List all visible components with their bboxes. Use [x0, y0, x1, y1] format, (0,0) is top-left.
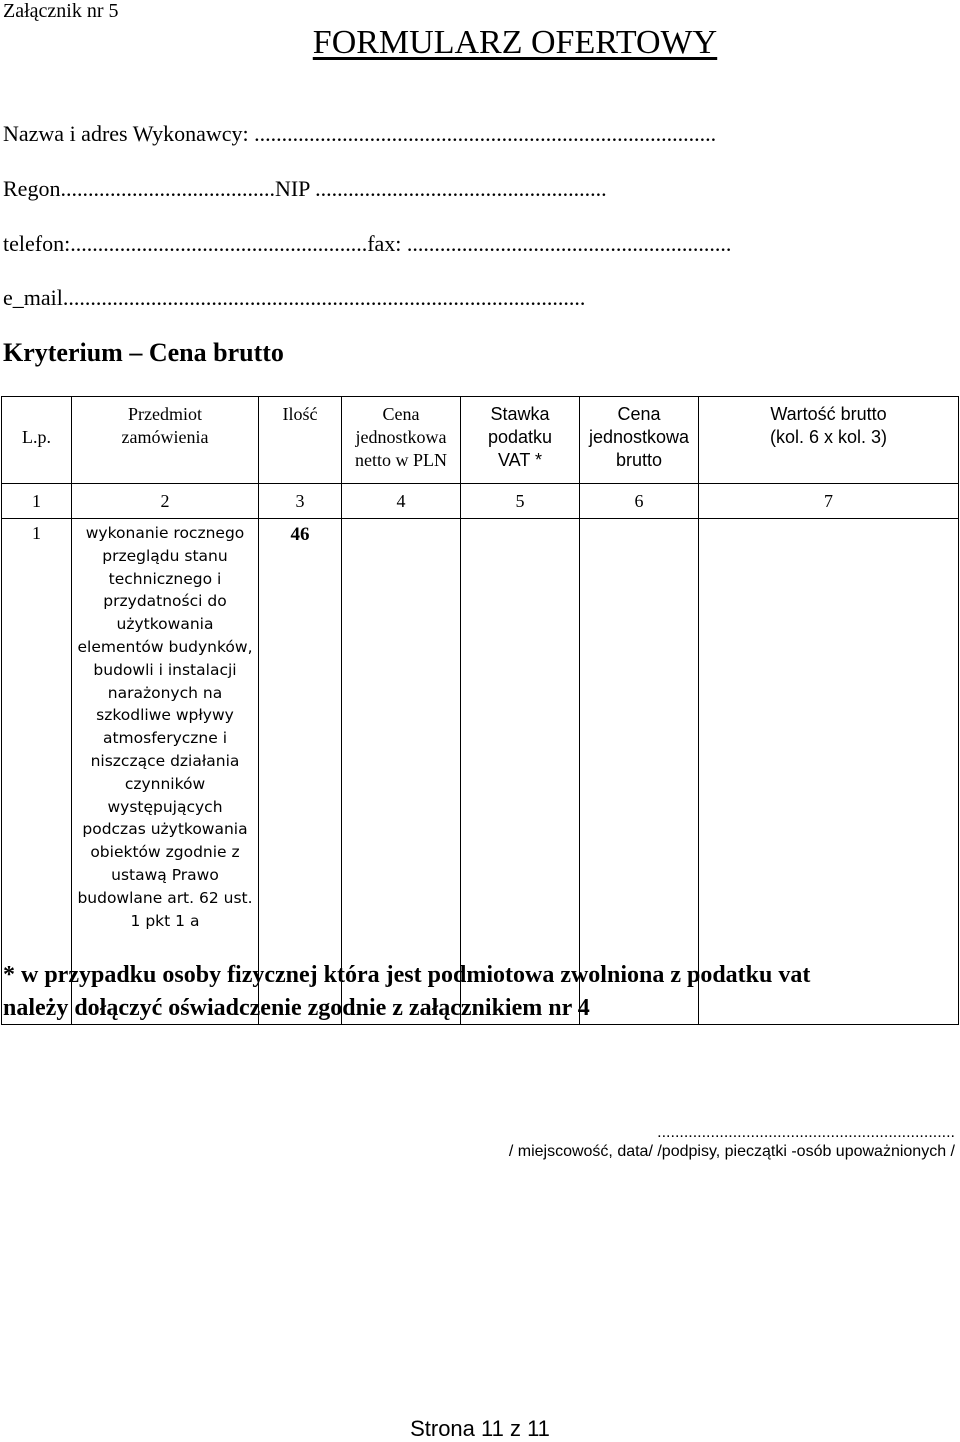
column-number: 1: [2, 484, 72, 519]
header-lp: L.p.: [2, 397, 72, 484]
column-number: 3: [259, 484, 342, 519]
column-number: 2: [72, 484, 259, 519]
signature-caption: / miejscowość, data/ /podpisy, pieczątki -osób upoważnionych /: [508, 1143, 955, 1160]
page-number: Strona 11 z 11: [410, 1416, 550, 1441]
row-vat-rate: [461, 519, 580, 1025]
signature-dots: ...................................................................: [657, 1124, 955, 1141]
column-number: 7: [699, 484, 959, 519]
table-row: [2, 519, 959, 1025]
column-number-row: [2, 484, 959, 519]
form-title: FORMULARZ OFERTOWY: [312, 24, 718, 61]
header-subject: Przedmiot zamówienia: [72, 397, 259, 484]
table-header-row: [2, 397, 959, 484]
row-net-unit-price: [342, 519, 461, 1025]
header-gross-value: Wartość brutto (kol. 6 x kol. 3): [699, 397, 959, 484]
header-net-unit-price: Cena jednostkowa netto w PLN: [342, 397, 461, 484]
offer-table: [1, 396, 959, 1025]
column-number: 4: [342, 484, 461, 519]
row-gross-unit-price: [580, 519, 699, 1025]
column-number: 6: [580, 484, 699, 519]
row-quantity: 46: [259, 519, 342, 1025]
attachment-label: Załącznik nr 5: [3, 0, 119, 22]
footnote-line-2: należy dołączyć oświadczenie zgodnie z załącznikiem nr 4: [3, 995, 590, 1021]
header-gross-unit-price: Cena jednostkowa brutto: [580, 397, 699, 484]
row-description: wykonanie rocznego przeglądu stanu technicznego i przydatności do użytkowania elementów budynków, budowli i instalacji narażonych na szkodliwe wpływy atmosferyczne i niszczące działania czynników występujących podczas użytkowania obiektów zgodnie z ustawą Prawo budowlane art. 62 ust. 1 pkt 1 a: [72, 519, 259, 1025]
header-quantity: Ilość: [259, 397, 342, 484]
row-lp: 1: [2, 519, 72, 1025]
contractor-name-field: Nazwa i adres Wykonawcy: ....................................................................................: [3, 121, 717, 146]
footnote-line-1: * w przypadku osoby fizycznej która jest podmiotowa zwolniona z podatku vat: [3, 962, 811, 988]
criterion-heading: Kryterium – Cena brutto: [3, 338, 284, 367]
phone-fax-field: telefon:......................................................fax: ...........................................................: [3, 231, 732, 256]
email-field: e_mail...............................................................................................: [3, 285, 586, 310]
row-gross-value: [699, 519, 959, 1025]
regon-nip-field: Regon.......................................NIP .....................................................: [3, 176, 607, 201]
header-vat-rate: Stawka podatku VAT *: [461, 397, 580, 484]
column-number: 5: [461, 484, 580, 519]
